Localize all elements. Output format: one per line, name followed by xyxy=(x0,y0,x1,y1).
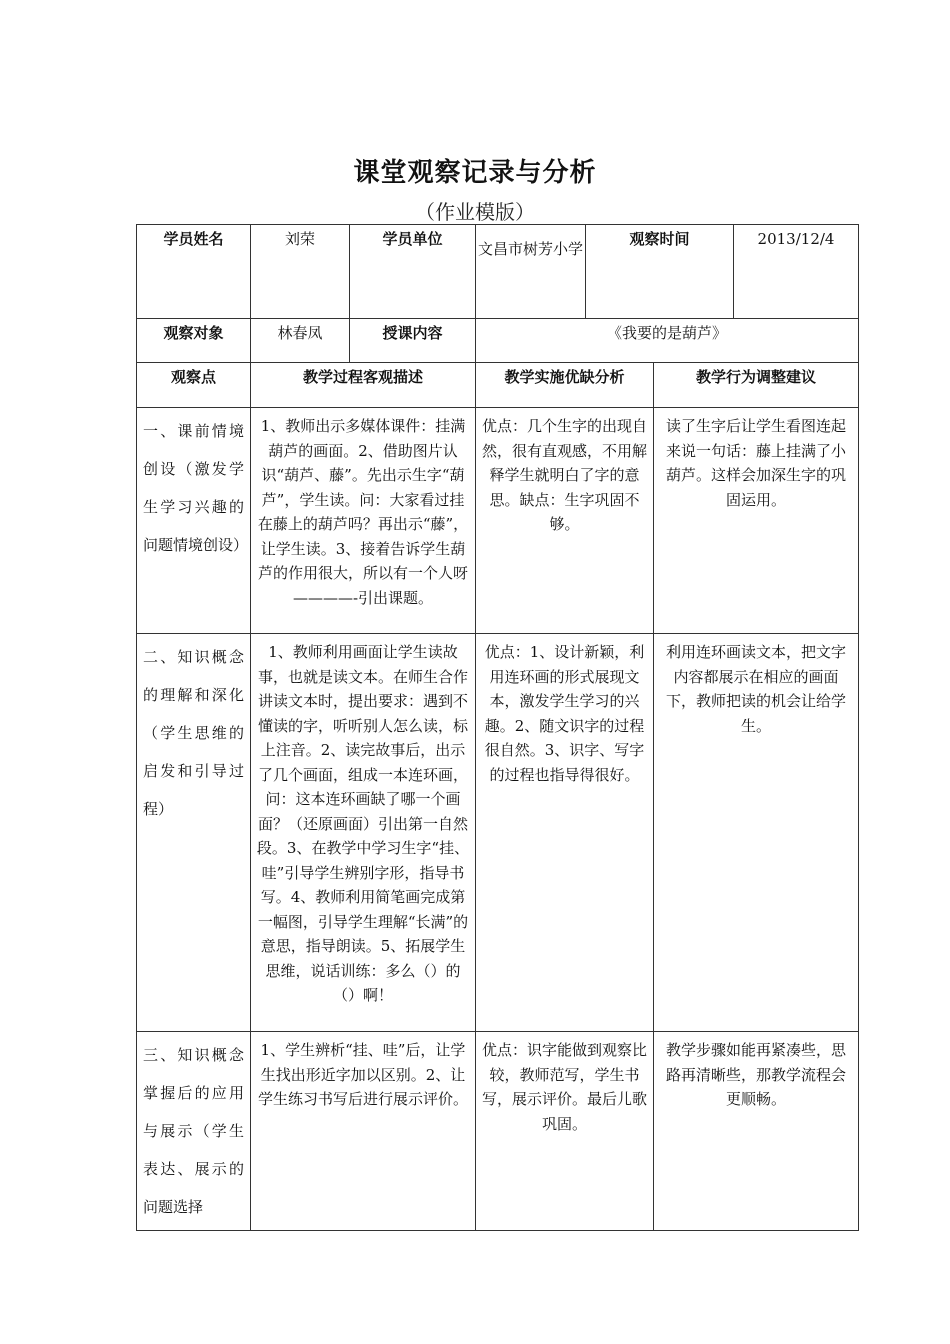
page-subtitle: （作业模版） xyxy=(415,200,535,224)
observe-target-value: 林春凤 xyxy=(251,319,350,363)
adjustment-suggestion: 读了生字后让学生看图连起来说一句话：藤上挂满了小葫芦。这样会加深生字的巩固运用。 xyxy=(654,408,859,634)
observation-table xyxy=(136,224,859,1231)
implementation-analysis: 优点：识字能做到观察比较，教师范写，学生书写，展示评价。最后儿歌巩固。 xyxy=(476,1032,654,1231)
header-implementation-analysis: 教学实施优缺分析 xyxy=(476,363,654,408)
student-unit-value: 文昌市树芳小学 xyxy=(476,225,586,319)
header-adjustment-suggestion: 教学行为调整建议 xyxy=(654,363,859,408)
observation-point: 二、知识概念的理解和深化（学生思维的启发和引导过程） xyxy=(137,634,251,1032)
process-description: 1、学生辨析“挂、哇”后，让学生找出形近字加以区别。2、让学生练习书写后进行展示评价。 xyxy=(251,1032,476,1231)
adjustment-suggestion: 利用连环画读文本，把文字内容都展示在相应的画面下，教师把读的机会让给学生。 xyxy=(654,634,859,1032)
table-row xyxy=(137,634,859,1032)
lesson-content-value: 《我要的是葫芦》 xyxy=(476,319,859,363)
header-row xyxy=(137,363,859,408)
implementation-analysis: 优点：几个生字的出现自然，很有直观感，不用解释学生就明白了字的意思。缺点：生字巩固不够。 xyxy=(476,408,654,634)
observe-time-value: 2013/12/4 xyxy=(734,225,859,319)
lesson-content-label: 授课内容 xyxy=(350,319,476,363)
process-description: 1、教师利用画面让学生读故事，也就是读文本。在师生合作讲读文本时，提出要求：遇到不懂读的字，听听别人怎么读，标上注音。2、读完故事后，出示了几个画面，组成一本连环画，问：这本连环画缺了哪一个画面？（还原画面）引出第一自然段。3、在教学中学习生字“挂、哇”引导学生辨别字形，指导书写。4、教师利用简笔画完成第一幅图，引导学生理解“长满”的意思，指导朗读。5、拓展学生思维，说话训练：多么（）的（）啊！ xyxy=(251,634,476,1032)
student-name-value: 刘荣 xyxy=(251,225,350,319)
observe-target-label: 观察对象 xyxy=(137,319,251,363)
table-row xyxy=(137,408,859,634)
header-process-description: 教学过程客观描述 xyxy=(251,363,476,408)
implementation-analysis: 优点：1、设计新颖，利用连环画的形式展现文本，激发学生学习的兴趣。2、随文识字的过程很自然。3、识字、写字的过程也指导得很好。 xyxy=(476,634,654,1032)
student-name-label: 学员姓名 xyxy=(137,225,251,319)
info-row-1 xyxy=(137,225,859,319)
info-row-2 xyxy=(137,319,859,363)
header-observation-point: 观察点 xyxy=(137,363,251,408)
observation-point: 三、知识概念掌握后的应用与展示（学生表达、展示的问题选择 xyxy=(137,1032,251,1231)
page-title: 课堂观察记录与分析 xyxy=(353,158,597,188)
table-row xyxy=(137,1032,859,1231)
observe-time-label: 观察时间 xyxy=(586,225,734,319)
adjustment-suggestion: 教学步骤如能再紧凑些，思路再清晰些，那教学流程会更顺畅。 xyxy=(654,1032,859,1231)
process-description: 1、教师出示多媒体课件：挂满葫芦的画面。2、借助图片认识“葫芦、藤”。先出示生字“葫芦”，学生读。问：大家看过挂在藤上的葫芦吗？再出示“藤”，让学生读。3、接着告诉学生葫芦的作用很大，所以有一个人呀————-引出课题。 xyxy=(251,408,476,634)
observation-point: 一、课前情境创设（激发学生学习兴趣的问题情境创设） xyxy=(137,408,251,634)
student-unit-label: 学员单位 xyxy=(350,225,476,319)
